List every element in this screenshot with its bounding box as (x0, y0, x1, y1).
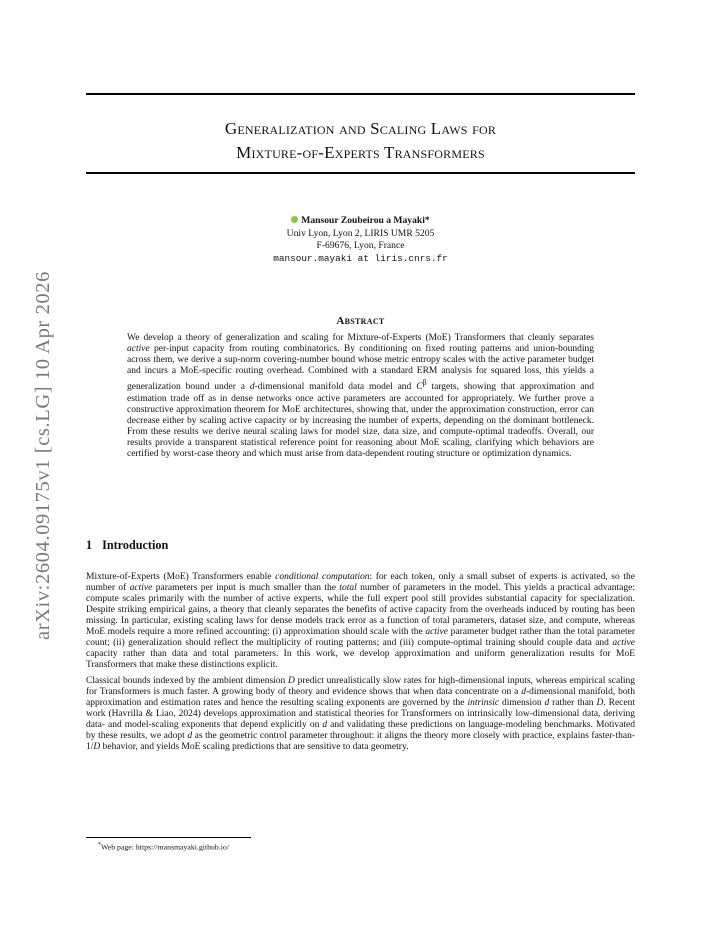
footnote-marker: * (98, 842, 101, 848)
author-name (86, 215, 635, 227)
author-affiliation-1: Univ Lyon, Lyon 2, LIRIS UMR 5205 (286, 228, 435, 239)
paper-title-line-1: Generalization and Scaling Laws for (224, 119, 497, 138)
section-number: 1 (86, 538, 93, 552)
footnote (98, 840, 229, 853)
abstract-body: We develop a theory of generalization and scaling for Mixture-of-Experts (MoE) Transformers that cleanly separates active per-input capacity from routing combinatorics. By conditioning on fixed routing patterns and union-bounding across them, we derive a sup-norm covering-number bound whose metric entropy scales with the active parameter budget and incurs a MoE-specific routing overhead. Combined with a standard ERM analysis for squared loss, this yields a generalization bound under a d-dimensional manifold data model and $C^\beta$ targets, showing that approximation and estimation trade off as in dense networks once active parameters are accounted for appropriately. We further prove a constructive approximation theorem for MoE architectures, showing that, under the approximation construction, error can decrease either by scaling active capacity or by increasing the number of experts, depending on the dominant bottleneck. From these results we derive neural scaling laws for model size, data size, and compute-optimal tradeoffs. Overall, our results provide a transparent statistical reference point for reasoning about MoE scaling, clarifying which behaviors are certified by worst-case theory and which must arise from data-dependent routing structure or optimization dynamics. (127, 333, 595, 460)
footnote-rule (86, 837, 251, 838)
top-rule (86, 93, 635, 95)
section-heading-introduction (86, 538, 168, 553)
orcid-icon[interactable] (291, 216, 298, 223)
footnote-text[interactable]: Web page: https://mansmayaki.github.io/ (101, 842, 230, 852)
arxiv-stamp-text: arXiv:2604.09175v1 [cs.LG] 10 Apr 2026 (32, 271, 54, 640)
bottom-rule (86, 172, 635, 174)
author-affiliation-2: F-69676, Lyon, France (316, 240, 405, 251)
paper-title-line-2: Mixture-of-Experts Transformers (236, 143, 485, 162)
intro-paragraph-2: Classical bounds indexed by the ambient dimension D predict unrealistically slow rates for high-dimensional inputs, whereas empirical scaling for Transformers is much faster. A growing body of theory and evidence shows that when data concentrate on a d-dimensional manifold, both approximation and estimation rates and hence the resulting scaling exponents are governed by the intrinsic dimension d rather than D. Recent work (Havrilla & Liao, 2024) develops approximation and statistical theories for Transformers on intrinsically low-dimensional data, deriving data- and model-scaling exponents that depend explicitly on d and validating these predictions on language-modeling benchmarks. Motivated by these results, we adopt d as the geometric control parameter throughout: it aligns the theory more closely with practice, explains faster-than-1/D behavior, and yields MoE scaling predictions that are sensitive to data geometry. (86, 676, 635, 753)
author-name-text: Mansour Zoubeirou a Mayaki* (301, 215, 430, 226)
arxiv-stamp (10, 190, 54, 640)
author-email: mansour.mayaki at liris.cnrs.fr (273, 253, 448, 264)
intro-paragraph-1: Mixture-of-Experts (MoE) Transformers enable conditional computation: for each token, only a small subset of experts is activated, so the number of active parameters per input is much smaller than the total number of parameters in the model. This yields a practical advantage: compute scales primarily with the number of active experts, while the full expert pool still provides substantial capacity for specialization. Despite striking empirical gains, a theory that cleanly separates the benefits of active capacity from the overheads induced by routing has been missing. In particular, existing scaling laws for dense models track error as a function of total parameters, dataset size, and compute, whereas MoE models require a more refined accounting: (i) approximation should scale with the active parameter budget rather than the total parameter count; (ii) generalization should reflect the multiplicity of routing patterns; and (iii) compute-optimal training should couple data and active capacity rather than data and total parameters. In this work, we develop approximation and uniform generalization results for MoE Transformers that make these distinctions explicit. (86, 572, 636, 671)
abstract-heading: Abstract (336, 315, 385, 327)
section-title: Introduction (102, 538, 169, 552)
